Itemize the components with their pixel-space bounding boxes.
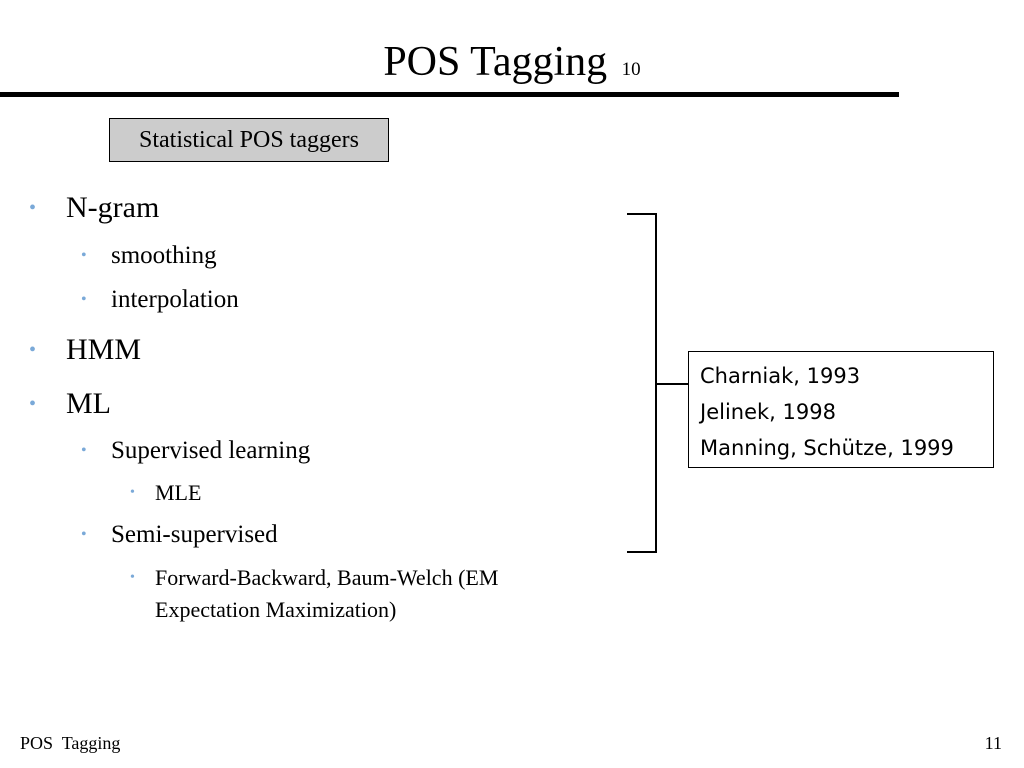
footer-title: POS Tagging bbox=[20, 733, 121, 753]
bullet-item-supervised bbox=[81, 435, 311, 467]
bracket-connector-line bbox=[657, 383, 688, 385]
bullet-dot-icon: • bbox=[81, 526, 87, 543]
bullet-text: N-gram bbox=[66, 191, 160, 224]
title-underline bbox=[0, 92, 899, 97]
bullet-item-hmm bbox=[29, 332, 142, 368]
bullet-item-interpolation bbox=[81, 284, 239, 316]
bullet-item-smoothing bbox=[81, 240, 217, 272]
bullet-dot-icon: • bbox=[81, 247, 87, 264]
page-number: 11 bbox=[984, 733, 1002, 753]
bullet-dot-icon: • bbox=[130, 485, 135, 500]
slide-title bbox=[0, 36, 1024, 96]
section-label-box: Statistical POS taggers bbox=[109, 118, 389, 162]
bullet-dot-icon: • bbox=[29, 339, 37, 361]
bullet-item-forward-backward-cont bbox=[155, 594, 396, 626]
bullet-text: Expectation Maximization) bbox=[155, 597, 397, 622]
bullet-dot-icon: • bbox=[81, 291, 87, 308]
reference-item: Manning, Schütze, 1999 bbox=[700, 436, 954, 460]
bullet-text: Forward-Backward, Baum-Welch (EM bbox=[155, 565, 499, 590]
bullet-item-ngram bbox=[29, 190, 160, 226]
reference-item: Jelinek, 1998 bbox=[700, 400, 836, 424]
bullet-text: Supervised learning bbox=[111, 437, 311, 464]
bullet-dot-icon: • bbox=[130, 570, 135, 585]
bullet-dot-icon: • bbox=[81, 442, 87, 459]
bullet-text: HMM bbox=[66, 333, 142, 366]
bullet-dot-icon: • bbox=[29, 393, 37, 415]
bullet-text: Semi-supervised bbox=[111, 521, 278, 548]
references-box bbox=[688, 351, 994, 468]
reference-item: Charniak, 1993 bbox=[700, 364, 861, 388]
bullet-text: interpolation bbox=[111, 286, 239, 313]
bullet-dot-icon: • bbox=[29, 197, 37, 219]
bullet-item-semi-supervised bbox=[81, 519, 278, 551]
bullet-text: ML bbox=[66, 387, 111, 420]
bullet-item-forward-backward bbox=[130, 562, 499, 594]
bullet-item-mle bbox=[130, 477, 202, 509]
title-text: POS Tagging bbox=[383, 39, 608, 85]
bullet-text: smoothing bbox=[111, 242, 217, 269]
bullet-text: MLE bbox=[155, 480, 202, 505]
title-subscript: 10 bbox=[621, 59, 641, 80]
grouping-bracket bbox=[627, 213, 657, 553]
bullet-item-ml bbox=[29, 386, 111, 422]
